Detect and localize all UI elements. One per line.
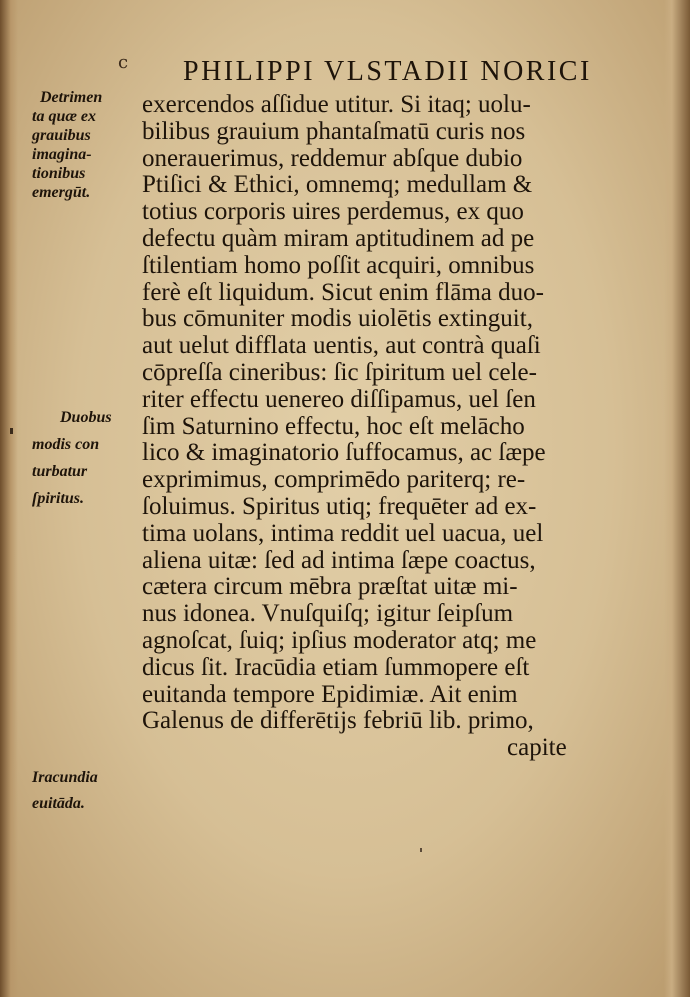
marginal-note-duobus-modis <box>32 404 142 512</box>
marginal-note-line: imagina- <box>32 146 92 163</box>
text-line: nus idonea. Vnuſquiſq; igitur ſeipſum <box>142 600 514 628</box>
body-text <box>142 92 602 762</box>
text-line: riter effectu uenereo diſſipamus, uel ſen <box>142 385 536 413</box>
text-line: euitanda tempore Epidimiæ. Ait enim <box>142 680 518 708</box>
marginal-note-line: emergūt. <box>32 184 91 201</box>
marginal-note-line: ſpiritus. <box>32 490 85 507</box>
ink-speck <box>10 428 13 434</box>
text-line: exprimimus, comprimēdo pariterq; re- <box>142 466 526 494</box>
page-edge-shadow <box>664 0 690 997</box>
text-line: Ptiſici & Ethici, omnemq; medullam & <box>142 171 533 199</box>
text-line: ſtilentiam homo poſſit acquiri, omnibus <box>142 251 535 279</box>
text-line: tima uolans, intima reddit uel uacua, uel <box>142 519 544 547</box>
text-line: lico & imaginatorio ſuffocamus, ac ſæpe <box>142 439 546 467</box>
marginal-note-line: Duobus <box>60 409 112 426</box>
text-line: aut uelut difflata uentis, aut contrà quaſi <box>142 332 541 360</box>
text-line: agnoſcat, ſuiq; ipſius moderator atq; me <box>142 626 537 654</box>
text-line: ſoluimus. Spiritus utiq; frequēter ad ex- <box>142 492 537 520</box>
text-line: totius corporis uires perdemus, ex quo <box>142 198 524 226</box>
text-line: ſim Saturnino effectu, hoc eſt melācho <box>142 412 525 440</box>
marginal-note-iracundia <box>32 765 142 817</box>
text-line: dicus ſit. Iracūdia etiam ſummopere eſt <box>142 653 530 681</box>
marginal-note-line: modis con <box>32 436 100 453</box>
text-line: onerauerimus, reddemur abſque dubio <box>142 144 523 172</box>
marginal-note-line: ta quæ ex <box>32 108 96 125</box>
page-mark: c <box>118 52 129 73</box>
text-line: bilibus grauium phantaſmatū curis nos <box>142 117 526 145</box>
text-line: exercendos aſſidue utitur. Si itaq; uolu- <box>142 91 531 118</box>
marginal-note-line: euitāda. <box>32 795 85 812</box>
text-line: aliena uitæ: ſed ad intima ſæpe coactus, <box>142 546 536 574</box>
running-head: PHILIPPI VLSTADII NORICI <box>183 56 592 87</box>
text-line: cætera circum mēbra præſtat uitæ mi- <box>142 573 518 601</box>
text-line: bus cōmuniter modis uiolētis extinguit, <box>142 305 533 333</box>
text-line: cōpreſſa cineribus: ſic ſpiritum uel cele- <box>142 358 537 386</box>
marginal-note-detrimenta <box>32 88 142 202</box>
catchword: capite <box>507 734 567 762</box>
text-line: defectu quàm miram aptitudinem ad pe <box>142 224 535 252</box>
marginal-note-line: Iracundia <box>32 769 98 786</box>
marginal-note-line: turbatur <box>32 463 88 480</box>
marginal-note-line: tionibus <box>32 165 86 182</box>
text-line: ferè eſt liquidum. Sicut enim flāma duo- <box>142 278 544 306</box>
marginal-note-line: grauibus <box>32 127 91 144</box>
ink-speck <box>420 848 422 852</box>
marginal-note-line: Detrimen <box>40 89 103 106</box>
text-line: Galenus de differētijs febriū lib. primo, <box>142 707 534 735</box>
page-gutter-shadow <box>0 0 18 997</box>
